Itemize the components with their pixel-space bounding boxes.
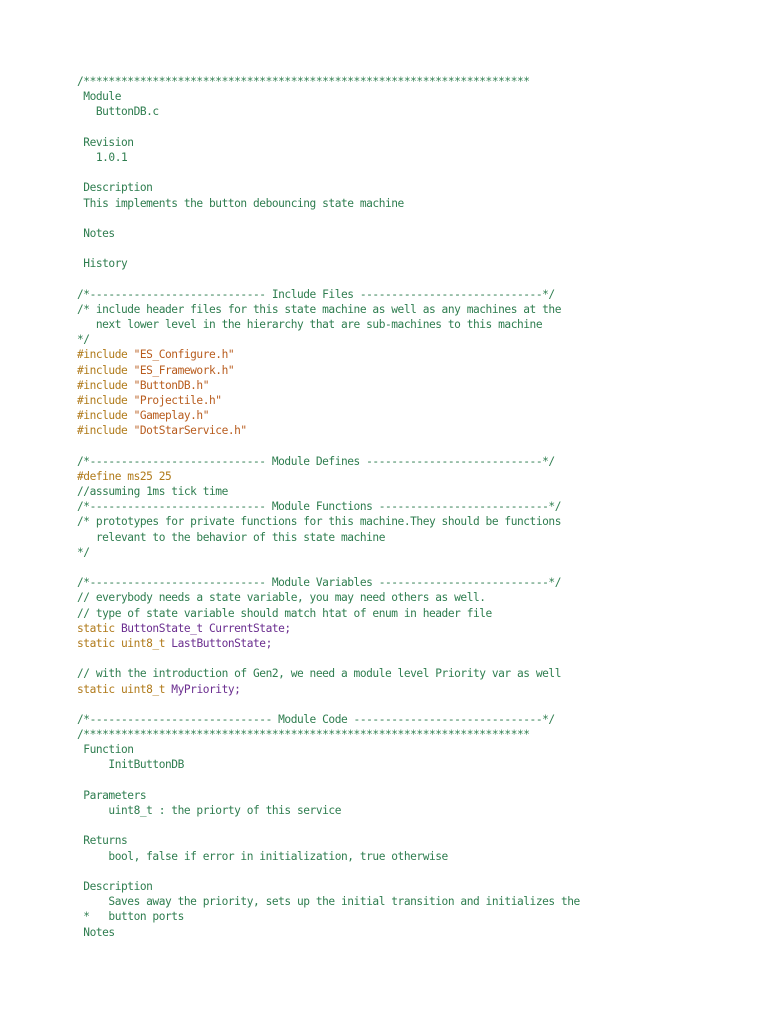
code-line xyxy=(77,89,757,104)
code-token-keyword: #define ms25 25 xyxy=(77,469,172,483)
code-token-comment: /* prototypes for private functions for this machine.They should be functions xyxy=(77,515,561,529)
code-line xyxy=(77,849,757,864)
code-line xyxy=(77,454,757,469)
code-line xyxy=(77,757,757,772)
code-token-comment: History xyxy=(77,257,128,271)
code-token-comment: /*---------------------------- Module Functions ---------------------------*/ xyxy=(77,500,561,514)
code-token-comment: Saves away the priority, sets up the initial transition and initializes the xyxy=(77,895,580,909)
code-token-keyword: #include xyxy=(77,409,134,423)
code-line xyxy=(77,560,757,575)
code-token-comment: */ xyxy=(77,333,90,347)
code-line xyxy=(77,287,757,302)
code-token-string-literal: "ButtonDB.h" xyxy=(133,378,210,392)
code-line xyxy=(77,712,757,727)
code-line xyxy=(77,317,757,332)
code-token-keyword: #include xyxy=(77,424,134,438)
code-token-string-literal: "Projectile.h" xyxy=(133,393,222,407)
code-token-comment: /*********************************************************************** xyxy=(77,728,530,742)
code-token-identifier: ButtonState_t CurrentState; xyxy=(121,621,291,635)
code-token-string-literal: "ES_Framework.h" xyxy=(133,363,235,377)
code-token-keyword: #include xyxy=(77,378,134,392)
code-line xyxy=(77,256,757,271)
code-line xyxy=(77,74,757,89)
code-line xyxy=(77,347,757,362)
code-line xyxy=(77,408,757,423)
code-line xyxy=(77,271,757,286)
code-line xyxy=(77,120,757,135)
code-line xyxy=(77,180,757,195)
code-token-comment: Parameters xyxy=(77,788,147,802)
code-line xyxy=(77,894,757,909)
code-line xyxy=(77,196,757,211)
code-line xyxy=(77,925,757,940)
code-line xyxy=(77,909,757,924)
code-token-comment: relevant to the behavior of this state machine xyxy=(77,530,385,544)
code-token-comment: Description xyxy=(77,879,153,893)
code-token-comment: Notes xyxy=(77,925,115,939)
code-line xyxy=(77,606,757,621)
code-line xyxy=(77,241,757,256)
code-line xyxy=(77,150,757,165)
code-line xyxy=(77,469,757,484)
code-token-comment: /* include header files for this state machine as well as any machines at the xyxy=(77,302,561,316)
code-line xyxy=(77,393,757,408)
code-line xyxy=(77,833,757,848)
code-token-comment: 1.0.1 xyxy=(77,150,128,164)
code-token-comment: bool, false if error in initialization, true otherwise xyxy=(77,849,448,863)
code-token-keyword: #include xyxy=(77,393,134,407)
code-line xyxy=(77,499,757,514)
code-token-comment: /*---------------------------- Module Variables ---------------------------*/ xyxy=(77,576,561,590)
code-token-string-literal: "DotStarService.h" xyxy=(133,424,247,438)
code-line xyxy=(77,636,757,651)
code-line xyxy=(77,590,757,605)
code-line xyxy=(77,864,757,879)
code-token-keyword: static uint8_t xyxy=(77,682,172,696)
code-line xyxy=(77,727,757,742)
code-token-comment: InitButtonDB xyxy=(77,758,184,772)
code-line xyxy=(77,818,757,833)
code-token-comment: next lower level in the hierarchy that are sub-machines to this machine xyxy=(77,318,543,331)
code-token-comment: /*---------------------------- Module Defines ----------------------------*/ xyxy=(77,454,555,468)
code-line xyxy=(77,378,757,393)
code-token-identifier: MyPriority; xyxy=(171,682,241,696)
code-token-comment: // with the introduction of Gen2, we need a module level Priority var as well xyxy=(77,667,561,681)
code-line xyxy=(77,211,757,226)
code-token-comment: Notes xyxy=(77,226,115,240)
code-line xyxy=(77,165,757,180)
code-line xyxy=(77,530,757,545)
code-line xyxy=(77,514,757,529)
code-token-keyword: static uint8_t xyxy=(77,636,172,650)
code-token-comment: ButtonDB.c xyxy=(77,105,159,119)
code-token-string-literal: "ES_Configure.h" xyxy=(133,348,235,362)
code-token-comment: Returns xyxy=(77,834,128,848)
code-token-keyword: static xyxy=(77,621,121,635)
code-line xyxy=(77,302,757,317)
code-line xyxy=(77,803,757,818)
code-line xyxy=(77,423,757,438)
code-token-identifier: LastButtonState; xyxy=(171,636,272,650)
code-line xyxy=(77,879,757,894)
code-line xyxy=(77,621,757,636)
code-line xyxy=(77,135,757,150)
code-token-string-literal: "Gameplay.h" xyxy=(133,409,210,423)
code-token-comment: // type of state variable should match htat of enum in header file xyxy=(77,606,492,620)
code-line xyxy=(77,484,757,499)
code-token-keyword: #include xyxy=(77,363,134,377)
code-line xyxy=(77,651,757,666)
code-token-comment: This implements the button debouncing state machine xyxy=(77,196,404,210)
code-token-comment: //assuming 1ms tick time xyxy=(77,485,228,499)
code-token-comment: /*----------------------------- Module Code ------------------------------*/ xyxy=(77,712,555,726)
code-line xyxy=(77,682,757,697)
code-line xyxy=(77,363,757,378)
code-token-comment: /*---------------------------- Include Files -----------------------------*/ xyxy=(77,287,555,301)
code-line xyxy=(77,697,757,712)
code-line xyxy=(77,773,757,788)
code-token-comment: Description xyxy=(77,181,153,195)
code-token-comment: Module xyxy=(77,90,121,104)
code-token-comment: Function xyxy=(77,743,134,757)
code-line xyxy=(77,575,757,590)
code-line xyxy=(77,666,757,681)
code-token-comment: // everybody needs a state variable, you may need others as well. xyxy=(77,591,486,605)
code-token-comment: */ xyxy=(77,545,90,559)
code-listing xyxy=(77,74,757,940)
code-line xyxy=(77,226,757,241)
code-line xyxy=(77,332,757,347)
code-line xyxy=(77,439,757,454)
code-token-keyword: #include xyxy=(77,348,134,362)
code-token-comment: * button ports xyxy=(77,910,184,924)
code-line xyxy=(77,545,757,560)
code-line xyxy=(77,742,757,757)
code-token-comment: uint8_t : the priorty of this service xyxy=(77,804,341,817)
code-token-comment: /*********************************************************************** xyxy=(77,75,530,88)
code-line xyxy=(77,788,757,803)
code-token-comment: Revision xyxy=(77,135,134,149)
code-line xyxy=(77,104,757,119)
